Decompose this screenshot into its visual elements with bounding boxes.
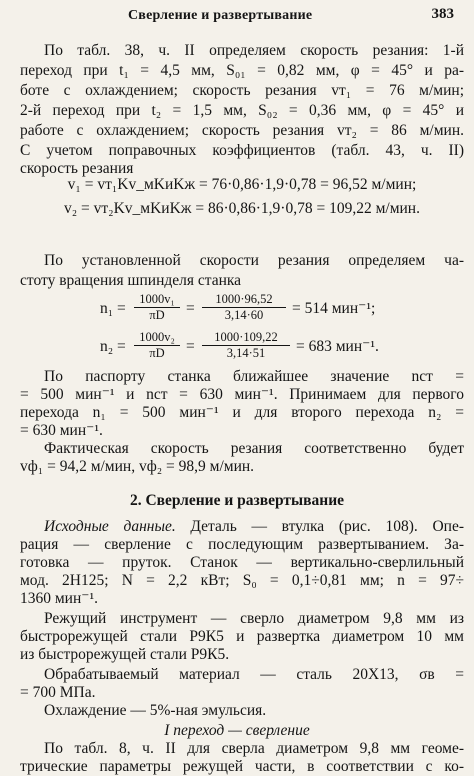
fraction-numerator: 1000·109,22 <box>202 330 290 346</box>
running-title: Сверление и развертывание <box>128 8 313 23</box>
fraction-denominator: 3,14·51 <box>226 346 266 360</box>
fraction-numerator: 1000v₁ <box>134 292 180 308</box>
formula-line: v₁ = vт₁Kv_мKиKж = 76·0,86·1,9·0,78 = 96,52 м/мин; <box>67 176 417 193</box>
fraction <box>202 292 286 323</box>
fraction-denominator: πD <box>149 346 165 360</box>
paragraph-line: = 630 мин⁻¹. <box>20 422 103 439</box>
paragraph-line: Охлаждение — 5%-ная эмульсия. <box>44 702 267 719</box>
paragraph-line: Фактическая скорость резания соответственно будет <box>44 440 464 457</box>
fraction <box>202 330 290 361</box>
paragraph-line: = 700 МПа. <box>20 684 96 701</box>
paragraph-line: = 500 мин⁻¹ и nст = 630 мин⁻¹. Принимаем для первого <box>20 386 464 403</box>
paragraph-line: стоту вращения шпинделя станка <box>20 272 242 289</box>
fraction-numerator: 1000v₂ <box>134 330 180 346</box>
fraction-denominator: 3,14·60 <box>224 308 264 322</box>
paragraph-line: переход при t₁ = 4,5 мм, S₀₁ = 0,82 мм, φ = 45° и ра- <box>20 62 464 79</box>
formula-line: v₂ = vт₂Kv_мKиKж = 86·0,86·1,9·0,78 = 109,22 м/мин. <box>64 200 420 217</box>
paragraph-line: трические параметры режущей части, в соответствии с ко- <box>20 758 464 775</box>
paragraph-line: По табл. 8, ч. II для сверла диаметром 9,8 мм геоме- <box>44 740 464 757</box>
paragraph-line: 2-й переход при t₂ = 1,5 мм, S₀₂ = 0,36 мм, φ = 45° и <box>20 102 464 119</box>
formula-lhs: n₁ = <box>100 300 126 317</box>
formula-lhs: n₂ = <box>100 338 126 355</box>
formula-equals: = <box>186 300 195 317</box>
paragraph-line: рация — сверление с последующим развертыванием. За- <box>20 536 464 553</box>
paragraph-line: из быстрорежущей стали Р9К5. <box>20 646 230 663</box>
paragraph-text: Деталь — втулка (рис. 108). Опе- <box>175 518 464 535</box>
subsection-title: I переход — сверление <box>164 722 310 739</box>
paragraph-line: мод. 2Н125; N = 2,2 кВт; S₀ = 0,1÷0,81 мм; n = 97÷ <box>20 572 464 589</box>
page-number: 383 <box>431 6 454 22</box>
formula-equals: = <box>186 338 195 355</box>
paragraph-line: vф₁ = 94,2 м/мин, vф₂ = 98,9 м/мин. <box>20 458 255 475</box>
section-title: 2. Сверление и развертывание <box>129 492 345 509</box>
fraction <box>134 330 180 361</box>
fraction-numerator: 1000·96,52 <box>202 292 286 308</box>
paragraph-line: Обрабатываемый материал — сталь 20Х13, σв = <box>44 666 464 683</box>
paragraph-line: работе с охлаждением; скорость резания vт₂ = 86 м/мин. <box>20 122 464 139</box>
paragraph-line <box>44 518 464 536</box>
paragraph-line: боте с охлаждением; скорость резания vт₁ = 76 м/мин; <box>20 82 464 99</box>
paragraph-lead: Исходные данные. <box>44 518 176 535</box>
paragraph-line: готовка — пруток. Станок — вертикально-сверлильный <box>20 554 464 571</box>
paragraph-line: быстрорежущей стали Р9К5 и развертка диаметром 10 мм <box>20 628 464 645</box>
paragraph-line: перехода n₁ = 500 мин⁻¹ и для второго перехода n₂ = <box>20 404 464 421</box>
fraction <box>134 292 180 323</box>
paragraph-line: 1360 мин⁻¹. <box>20 590 98 607</box>
formula-result: = 683 мин⁻¹. <box>296 338 379 355</box>
fraction-denominator: πD <box>149 308 165 322</box>
paragraph-line: По установленной скорости резания определяем ча- <box>44 252 464 269</box>
paragraph-line: По табл. 38, ч. II определяем скорость резания: 1-й <box>44 42 464 59</box>
formula-result: = 514 мин⁻¹; <box>292 300 376 317</box>
paragraph-line: По паспорту станка ближайшее значение nст = <box>44 368 464 385</box>
paragraph-line: С учетом поправочных коэффициентов (табл. 43, ч. II) <box>20 142 464 159</box>
paragraph-line: скорость резания <box>20 160 134 177</box>
paragraph-line: Режущий инструмент — сверло диаметром 9,8 мм из <box>44 610 464 627</box>
